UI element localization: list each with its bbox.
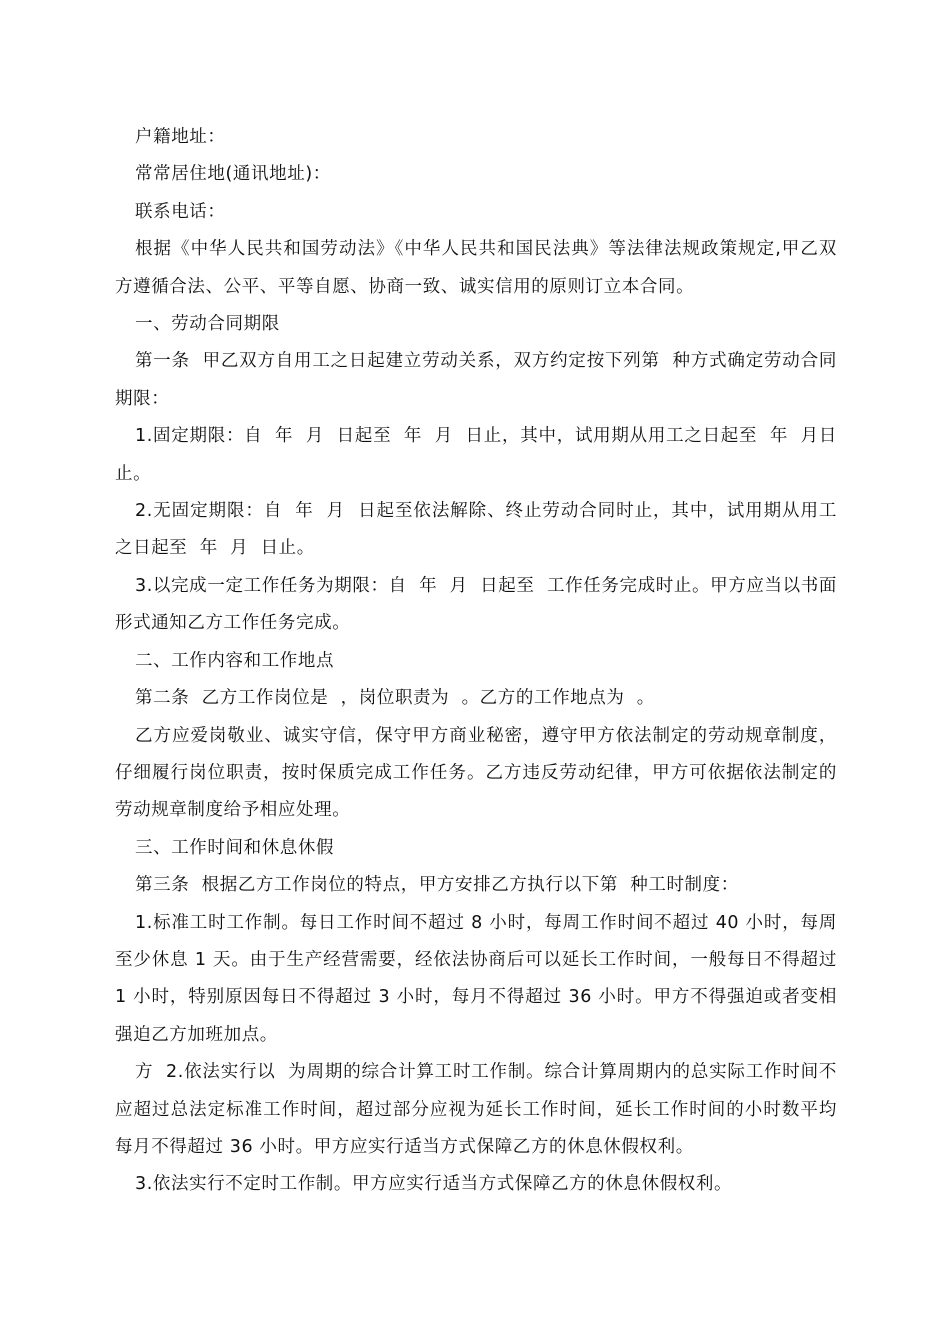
paragraph-legal-basis: 根据《中华人民共和国劳动法》《中华人民共和国民法典》等法律法规政策规定,甲乙双方遵循合法、公平、平等自愿、协商一致、诚实信用的原则订立本合同。 (115, 239, 837, 297)
article-3: 第三条 根据乙方工作岗位的特点，甲方安排乙方执行以下第 种工时制度： (135, 875, 739, 896)
article-1-item-2: 2.无固定期限：自 年 月 日起至依法解除、终止劳动合同时止，其中，试用期从用工之日起至 年 月 日止。 (115, 501, 837, 559)
paragraph-phone: 联系电话： (135, 201, 226, 222)
article-1: 第一条 甲乙双方自用工之日起建立劳动关系，双方约定按下列第 种方式确定劳动合同期限： (115, 351, 837, 409)
article-2: 第二条 乙方工作岗位是 ，岗位职责为 。乙方的工作地点为 。 (135, 688, 655, 709)
article-1-item-3: 3.以完成一定工作任务为期限：自 年 月 日起至 工作任务完成时止。甲方应当以书面形式通知乙方工作任务完成。 (115, 575, 837, 634)
paragraph-residence-address: 常常居住地(通讯地址)： (135, 164, 331, 185)
article-1-item-1: 1.固定期限：自 年 月 日起至 年 月 日止，其中，试用期从用工之日起至 年 月日止。 (115, 426, 837, 484)
section-heading-working-hours: 三、工作时间和休息休假 (135, 837, 335, 858)
section-heading-contract-term: 一、劳动合同期限 (135, 314, 280, 335)
contract-body (115, 119, 844, 1204)
article-3-item-1: 1.标准工时工作制。每日工作时间不超过 8 小时，每周工作时间不超过 40 小时，每周至少休息 1 天。由于生产经营需要，经依法协商后可以延长工作时间，一般每日不得超过 1 小时，特别原因每日不得超过 3 小时，每月不得超过 36 小时。甲方不得强迫或者变相强迫乙方加班加点。 (115, 912, 844, 1045)
section-heading-work-content: 二、工作内容和工作地点 (135, 650, 335, 671)
article-2-duties: 乙方应爱岗敬业、诚实守信，保守甲方商业秘密，遵守甲方依法制定的劳动规章制度，仔细履行岗位职责，按时保质完成工作任务。乙方违反劳动纪律，甲方可依据依法制定的劳动规章制度给予相应处理。 (115, 725, 837, 821)
paragraph-household-address: 户籍地址： (135, 127, 226, 147)
article-3-item-2: 方 2.依法实行以 为周期的综合计算工时工作制。综合计算周期内的总实际工作时间不应超过总法定标准工作时间，超过部分应视为延长工作时间，延长工作时间的小时数平均每月不得超过 36 小时。甲方应实行适当方式保障乙方的休息休假权利。 (115, 1062, 837, 1157)
article-3-item-3: 3.依法实行不定时工作制。甲方应实行适当方式保障乙方的休息休假权利。 (135, 1174, 733, 1195)
